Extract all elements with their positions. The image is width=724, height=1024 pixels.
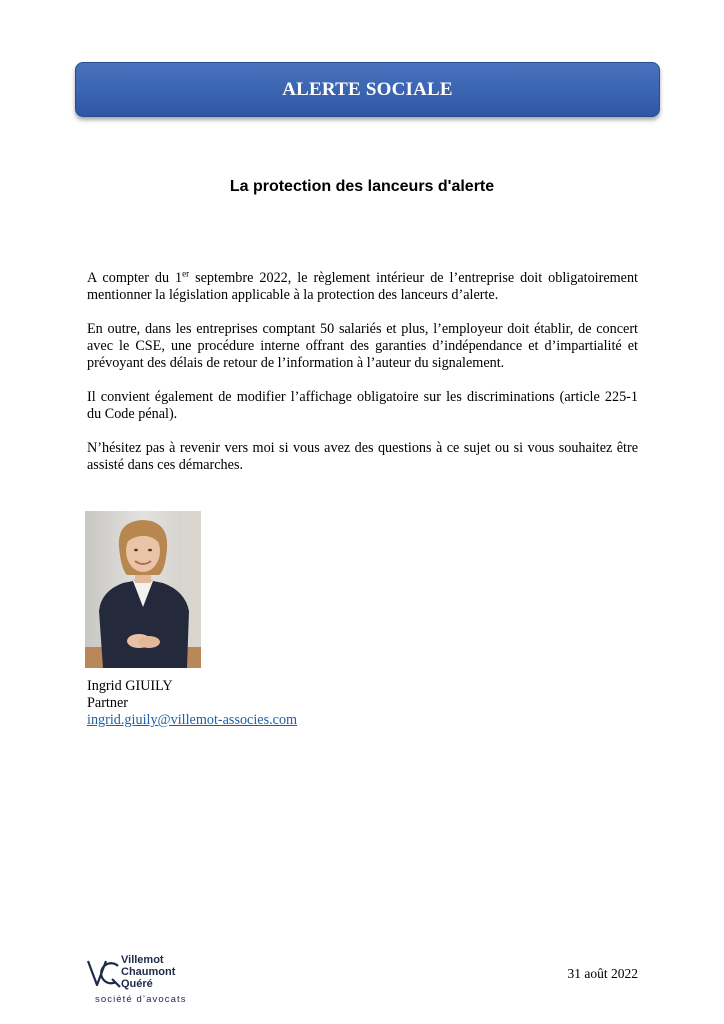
logo-line-3: Quéré xyxy=(121,978,153,990)
firm-logo-mark-icon xyxy=(86,955,122,991)
document-date: 31 août 2022 xyxy=(567,966,638,981)
paragraph-3: Il convient également de modifier l’affichage obligatoire sur les discriminations (article 225-1 du Code pénal). xyxy=(87,389,638,422)
article-body xyxy=(87,270,638,491)
author-role: Partner xyxy=(87,695,128,711)
author-email-link[interactable]: ingrid.giuily@villemot-associes.com xyxy=(87,712,298,728)
banner-title: ALERTE SOCIALE xyxy=(282,78,453,100)
firm-logo-wordmark xyxy=(121,954,175,990)
paragraph-1 xyxy=(87,270,638,304)
article-heading: La protection des lanceurs d'alerte xyxy=(229,178,495,195)
paragraph-4: N’hésitez pas à revenir vers moi si vous avez des questions à ce sujet ou si vous souhaitez être assisté dans ces démarches. xyxy=(87,440,638,473)
logo-subtitle: société d’avocats xyxy=(95,994,187,1005)
firm-logo xyxy=(86,953,206,1005)
paragraph-2: En outre, dans les entreprises comptant 50 salariés et plus, l’employeur doit établir, de concert avec le CSE, une procédure interne offrant des garanties d’indépendance et d’impartialité et prévoyant des délais de retour de l’information à l’auteur du signalement. xyxy=(87,321,638,371)
logo-line-1: Villemot xyxy=(121,954,164,966)
paragraph-1-rest: septembre 2022, le règlement intérieur de l’entreprise doit obligatoirement mentionner la législation applicable à la protection des lanceurs d’alerte. xyxy=(87,270,638,303)
author-signature xyxy=(87,678,297,729)
ordinal-superscript: er xyxy=(182,268,190,279)
author-photo xyxy=(85,511,201,668)
paragraph-1-start: A compter du 1 xyxy=(87,270,183,286)
logo-line-2: Chaumont xyxy=(121,966,176,978)
author-name: Ingrid GIUILY xyxy=(87,678,173,694)
alert-banner xyxy=(75,62,660,117)
